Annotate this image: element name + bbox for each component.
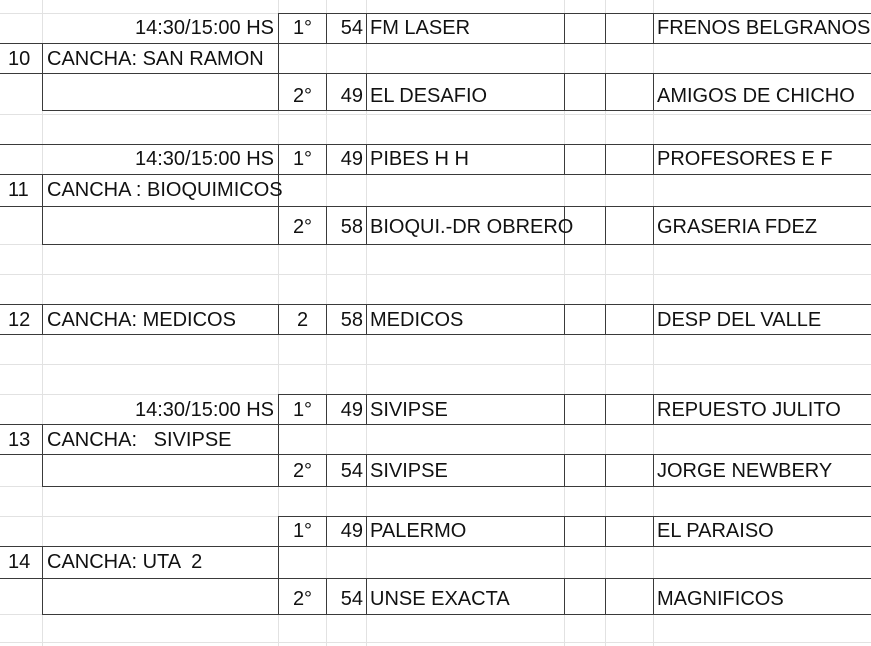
field-label: CANCHA: SIVIPSE: [47, 429, 232, 451]
match-order: 2: [296, 309, 309, 331]
field-number: 12: [8, 309, 31, 331]
away-team: JORGE NEWBERY: [657, 460, 833, 482]
match-time: 14:30/15:00 HS: [135, 17, 274, 39]
match-order: 1°: [292, 399, 313, 421]
match-order: 1°: [292, 520, 313, 542]
home-team: SIVIPSE: [370, 460, 448, 482]
home-team: SIVIPSE: [370, 399, 448, 421]
away-team: REPUESTO JULITO: [657, 399, 841, 421]
away-team: MAGNIFICOS: [657, 588, 784, 610]
home-team: BIOQUI.-DR OBRERO: [370, 216, 574, 238]
away-team: GRASERIA FDEZ: [657, 216, 818, 238]
field-label: CANCHA : BIOQUIMICOS: [47, 179, 283, 201]
match-category: 54: [340, 17, 363, 39]
match-order: 2°: [292, 216, 313, 238]
match-category: 49: [340, 85, 363, 107]
home-team: PIBES H H: [370, 148, 469, 170]
match-time: 14:30/15:00 HS: [135, 148, 274, 170]
match-category: 54: [340, 460, 363, 482]
match-order: 2°: [292, 85, 313, 107]
field-label: CANCHA: MEDICOS: [47, 309, 236, 331]
field-number: 14: [8, 551, 31, 573]
home-team: EL DESAFIO: [370, 85, 488, 107]
match-category: 49: [340, 148, 363, 170]
field-label: CANCHA: UTA 2: [47, 551, 203, 573]
away-team: DESP DEL VALLE: [657, 309, 822, 331]
away-team: FRENOS BELGRANOS: [657, 17, 871, 39]
match-order: 1°: [292, 17, 313, 39]
field-number: 10: [8, 48, 31, 70]
home-team: FM LASER: [370, 17, 471, 39]
home-team: UNSE EXACTA: [370, 588, 510, 610]
match-time: 14:30/15:00 HS: [135, 399, 274, 421]
home-team: MEDICOS: [370, 309, 464, 331]
away-team: EL PARAISO: [657, 520, 774, 542]
match-category: 58: [340, 309, 363, 331]
match-category: 54: [340, 588, 363, 610]
away-team: PROFESORES E F: [657, 148, 833, 170]
field-label: CANCHA: SAN RAMON: [47, 48, 264, 70]
field-number: 13: [8, 429, 31, 451]
field-number: 11: [8, 179, 29, 201]
home-team: PALERMO: [370, 520, 467, 542]
match-order: 2°: [292, 588, 313, 610]
away-team: AMIGOS DE CHICHO: [657, 85, 855, 107]
match-order: 1°: [292, 148, 313, 170]
match-category: 58: [340, 216, 363, 238]
match-category: 49: [340, 520, 363, 542]
match-category: 49: [340, 399, 363, 421]
match-order: 2°: [292, 460, 313, 482]
